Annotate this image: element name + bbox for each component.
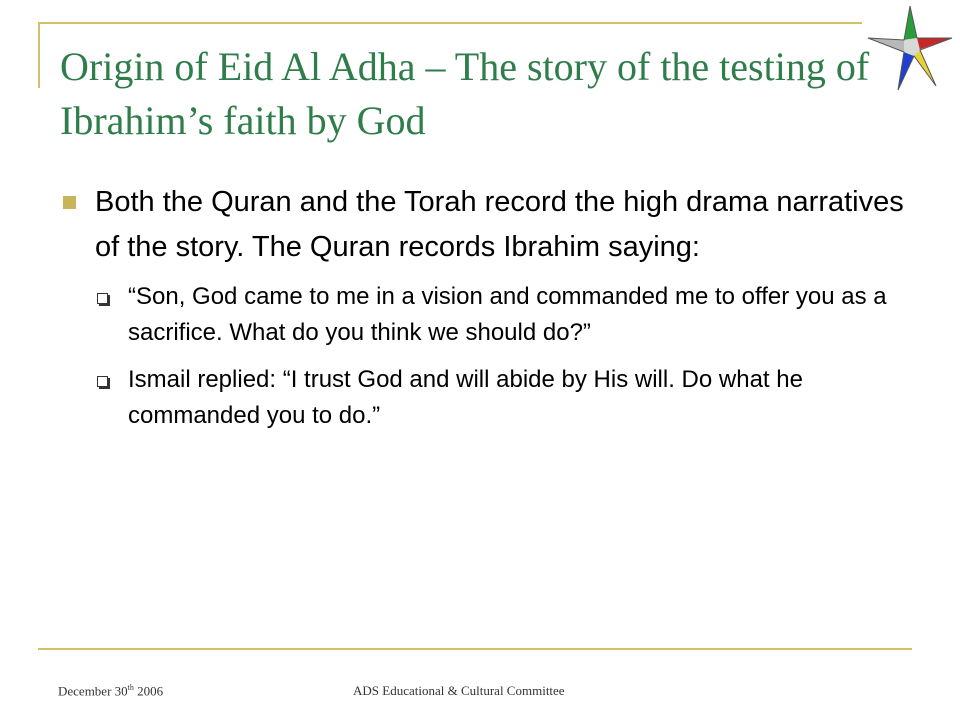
sub-bullet-text: “Son, God came to me in a vision and commanded me to offer you as a sacrifice. What do you think we should do?” bbox=[128, 283, 887, 346]
sub-bullet bbox=[60, 279, 910, 351]
sub-bullet-text: Ismail replied: “I trust God and will abide by His will. Do what he commanded you to do.” bbox=[128, 366, 803, 429]
sub-bullet bbox=[60, 362, 910, 434]
top-border-line bbox=[38, 22, 862, 24]
footer-divider bbox=[38, 648, 912, 650]
hollow-square-bullet-icon bbox=[97, 293, 108, 304]
footer-date-prefix: December 30 bbox=[58, 683, 128, 699]
star-point-top bbox=[904, 6, 917, 40]
left-border-line bbox=[38, 22, 40, 88]
hollow-square-bullet-icon bbox=[97, 376, 108, 387]
main-bullet-text: Both the Quran and the Torah record the high drama narratives of the story. The Quran records Ibrahim saying: bbox=[95, 186, 904, 263]
footer-date-suffix: th bbox=[127, 683, 134, 692]
footer-date-year: 2006 bbox=[137, 683, 164, 699]
main-bullet bbox=[60, 180, 910, 270]
footer-organization: ADS Educational & Cultural Committee bbox=[353, 683, 565, 698]
slide-title: Origin of Eid Al Adha – The story of the testing of Ibrahim’s faith by God bbox=[60, 44, 870, 143]
footer-date bbox=[58, 683, 163, 699]
square-bullet-icon bbox=[63, 196, 76, 209]
star-point-bottom-right bbox=[914, 50, 936, 86]
slide-body bbox=[60, 180, 910, 434]
